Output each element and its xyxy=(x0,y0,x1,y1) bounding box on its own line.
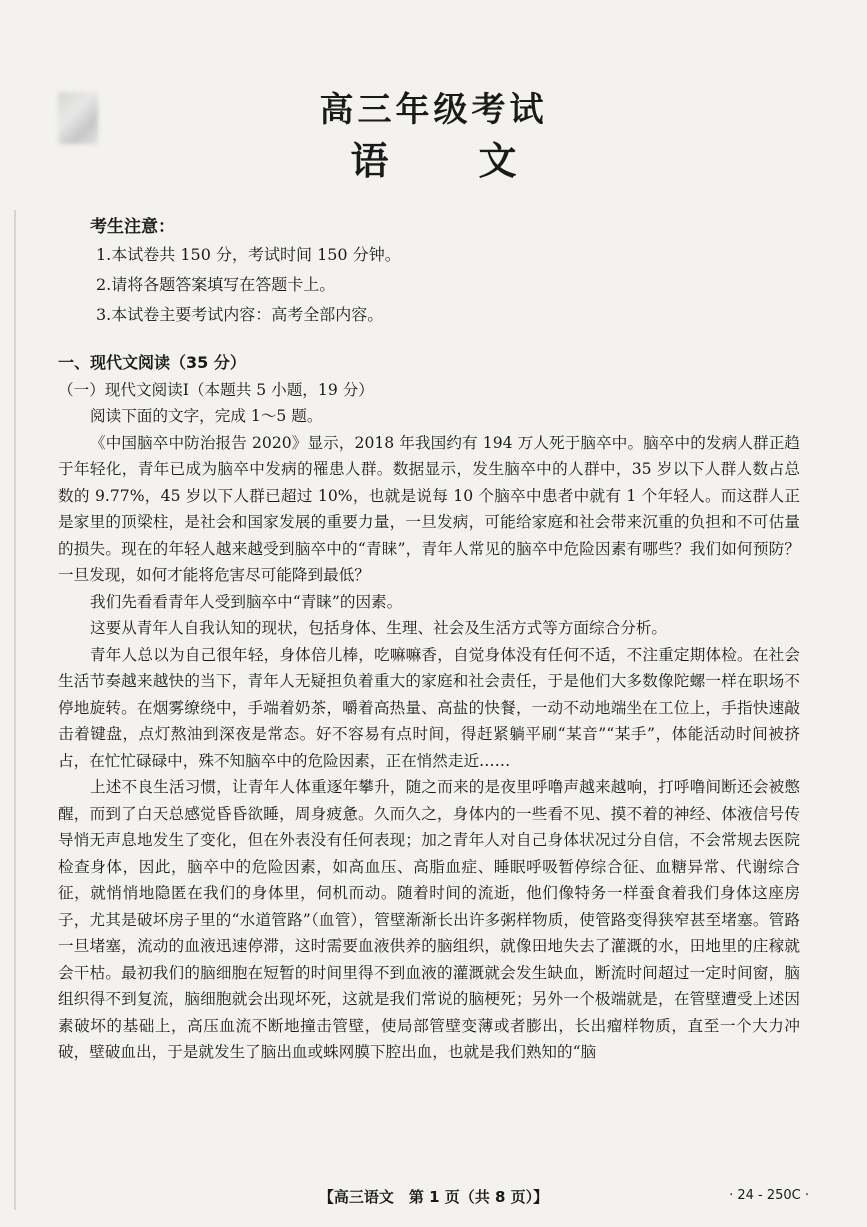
exam-title: 高三年级考试 xyxy=(319,90,548,130)
passage-paragraph: 青年人总以为自己很年轻，身体倍儿棒，吃嘛嘛香，自觉身体没有任何不适，不注重定期体检。在社会生活节奏越来越快的当下，青年人无疑担负着重大的家庭和社会责任，于是他们大多数像陀螺一样在职场不停地旋转。在烟雾缭绕中，手端着奶茶，嚼着高热量、高盐的快餐，一动不动地端坐在工位上，手指快速敲击着键盘，点灯熬油到深夜是常态。好不容易有点时间，得赶紧躺平刷“某音”“某手”，体能活动时间被挤占，在忙忙碌碌中，殊不知脑卒中的危险因素，正在悄然走近…… xyxy=(58,645,800,770)
subject-title: 语文 xyxy=(350,139,607,183)
section-heading: 一、现代文阅读（35 分） xyxy=(58,353,246,372)
reading-section xyxy=(58,350,800,1066)
passage-paragraph: 我们先看看青年人受到脑卒中“青睐”的因素。 xyxy=(90,592,403,611)
notice-item: 2.请将各题答案填写在答题卡上。 xyxy=(96,275,336,294)
notice-item: 1.本试卷共 150 分，考试时间 150 分钟。 xyxy=(96,245,401,264)
notice-title: 考生注意： xyxy=(90,217,175,237)
reading-instruction: 阅读下面的文字，完成 1～5 题。 xyxy=(90,407,323,425)
binding-margin-line xyxy=(14,210,16,1210)
passage-paragraph: 《中国脑卒中防治报告 2020》显示，2018 年我国约有 194 万人死于脑卒中。脑卒中的发病人群正趋于年轻化，青年已成为脑卒中发病的罹患人群。数据显示，发生脑卒中的人群中，35 岁以下人群人数占总数的 9.77%，45 岁以下人群已超过 10%，也就是说每 10 个脑卒中患者中就有 1 个年轻人。而这群人正是家里的顶梁柱，是社会和国家发展的重要力量，一旦发病，可能给家庭和社会带来沉重的负担和不可估量的损失。现在的年轻人越来越受到脑卒中的“青睐”，青年人常见的脑卒中危险因素有哪些？我们如何预防？一旦发现，如何才能将危害尽可能降到最低？ xyxy=(58,433,800,584)
subsection-heading: （一）现代文阅读Ⅰ（本题共 5 小题，19 分） xyxy=(58,380,374,399)
candidate-notice xyxy=(90,212,790,333)
page-footer: 【高三语文 第 1 页（共 8 页）】 xyxy=(318,1188,549,1206)
passage-paragraph: 上述不良生活习惯，让青年人体重逐年攀升，随之而来的是夜里呼噜声越来越响，打呼噜间断还会被憋醒，而到了白天总感觉昏昏欲睡，周身疲惫。久而久之，身体内的一些看不见、摸不着的神经、体液信号传导悄无声息地发生了变化，但在外表没有任何表现；加之青年人对自己身体状况过分自信，不会常规去医院检查身体，因此，脑卒中的危险因素，如高血压、高脂血症、睡眠呼吸暂停综合征、血糖异常、代谢综合征，就悄悄地隐匿在我们的身体里，伺机而动。随着时间的流逝，他们像特务一样蚕食着我们身体这座房子，尤其是破坏房子里的“水道管路”（血管），管壁渐渐长出许多粥样物质，使管路变得狭窄甚至堵塞。管路一旦堵塞，流动的血液迅速停滞，这时需要血液供养的脑组织，就像田地失去了灌溉的水，田地里的庄稼就会干枯。最初我们的脑细胞在短暂的时间里得不到血液的灌溉就会发生缺血，断流时间超过一定时间窗，脑组织得不到复流，脑细胞就会出现坏死，这就是我们常说的脑梗死；另外一个极端就是，在管壁遭受上述因素破坏的基础上，高压血流不断地撞击管壁，使局部管壁变薄或者膨出，长出瘤样物质，直至一个大力冲破，壁破血出，于是就发生了脑出血或蛛网膜下腔出血，也就是我们熟知的“脑 xyxy=(58,778,800,1061)
passage-paragraph: 这要从青年人自我认知的现状，包括身体、生理、社会及生活方式等方面综合分析。 xyxy=(90,619,667,637)
exam-code: · 24 - 250C · xyxy=(729,1188,809,1203)
notice-item: 3.本试卷主要考试内容：高考全部内容。 xyxy=(96,305,384,324)
